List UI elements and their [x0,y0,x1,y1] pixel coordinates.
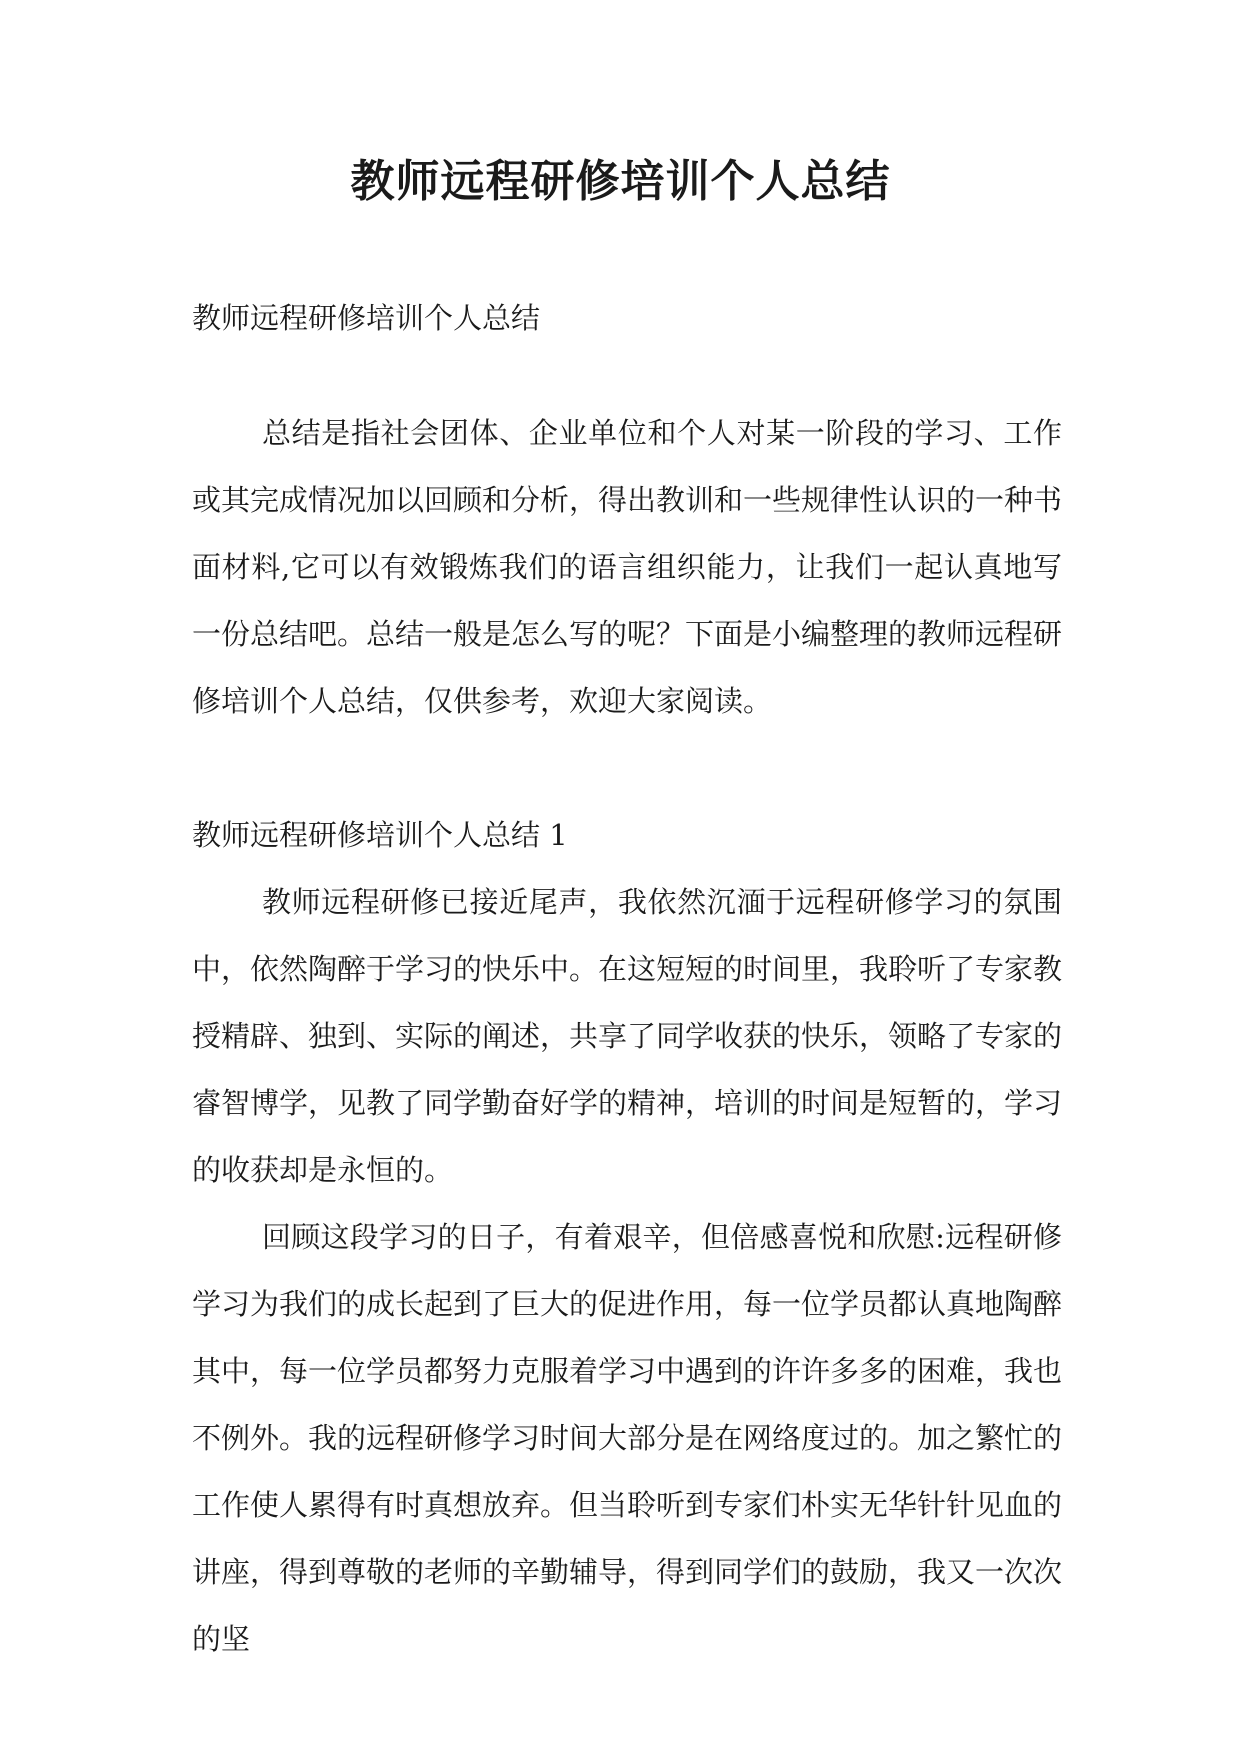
spacer [192,352,1062,400]
document-body [192,284,1062,1673]
document-subtitle: 教师远程研修培训个人总结 [192,301,541,335]
spacer [192,735,1062,801]
section-paragraph: 回顾这段学习的日子，有着艰辛，但倍感喜悦和欣慰:远程研修学习为我们的成长起到了巨大的促进作用，每一位学员都认真地陶醉其中，每一位学员都努力克服着学习中遇到的许许多多的困难，我也不例外。我的远程研修学习时间大部分是在网络度过的。加之繁忙的工作使人累得有时真想放弃。但当聆听到专家们朴实无华针针见血的讲座，得到尊敬的老师的辛勤辅导，得到同学们的鼓励，我又一次次的坚 [192,1220,1063,1656]
section-heading: 教师远程研修培训个人总结 1 [192,818,568,852]
document-title: 教师远程研修培训个人总结 [350,156,891,207]
intro-paragraph: 总结是指社会团体、企业单位和个人对某一阶段的学习、工作或其完成情况加以回顾和分析，得出教训和一些规律性认识的一种书面材料,它可以有效锻炼我们的语言组织能力，让我们一起认真地写一份总结吧。总结一般是怎么写的呢？下面是小编整理的教师远程研修培训个人总结，仅供参考，欢迎大家阅读。 [192,416,1063,718]
section-paragraph: 教师远程研修已接近尾声，我依然沉湎于远程研修学习的氛围中，依然陶醉于学习的快乐中。在这短短的时间里，我聆听了专家教授精辟、独到、实际的阐述，共享了同学收获的快乐，领略了专家的睿智博学，见教了同学勤奋好学的精神，培训的时间是短暂的，学习的收获却是永恒的。 [192,885,1063,1187]
